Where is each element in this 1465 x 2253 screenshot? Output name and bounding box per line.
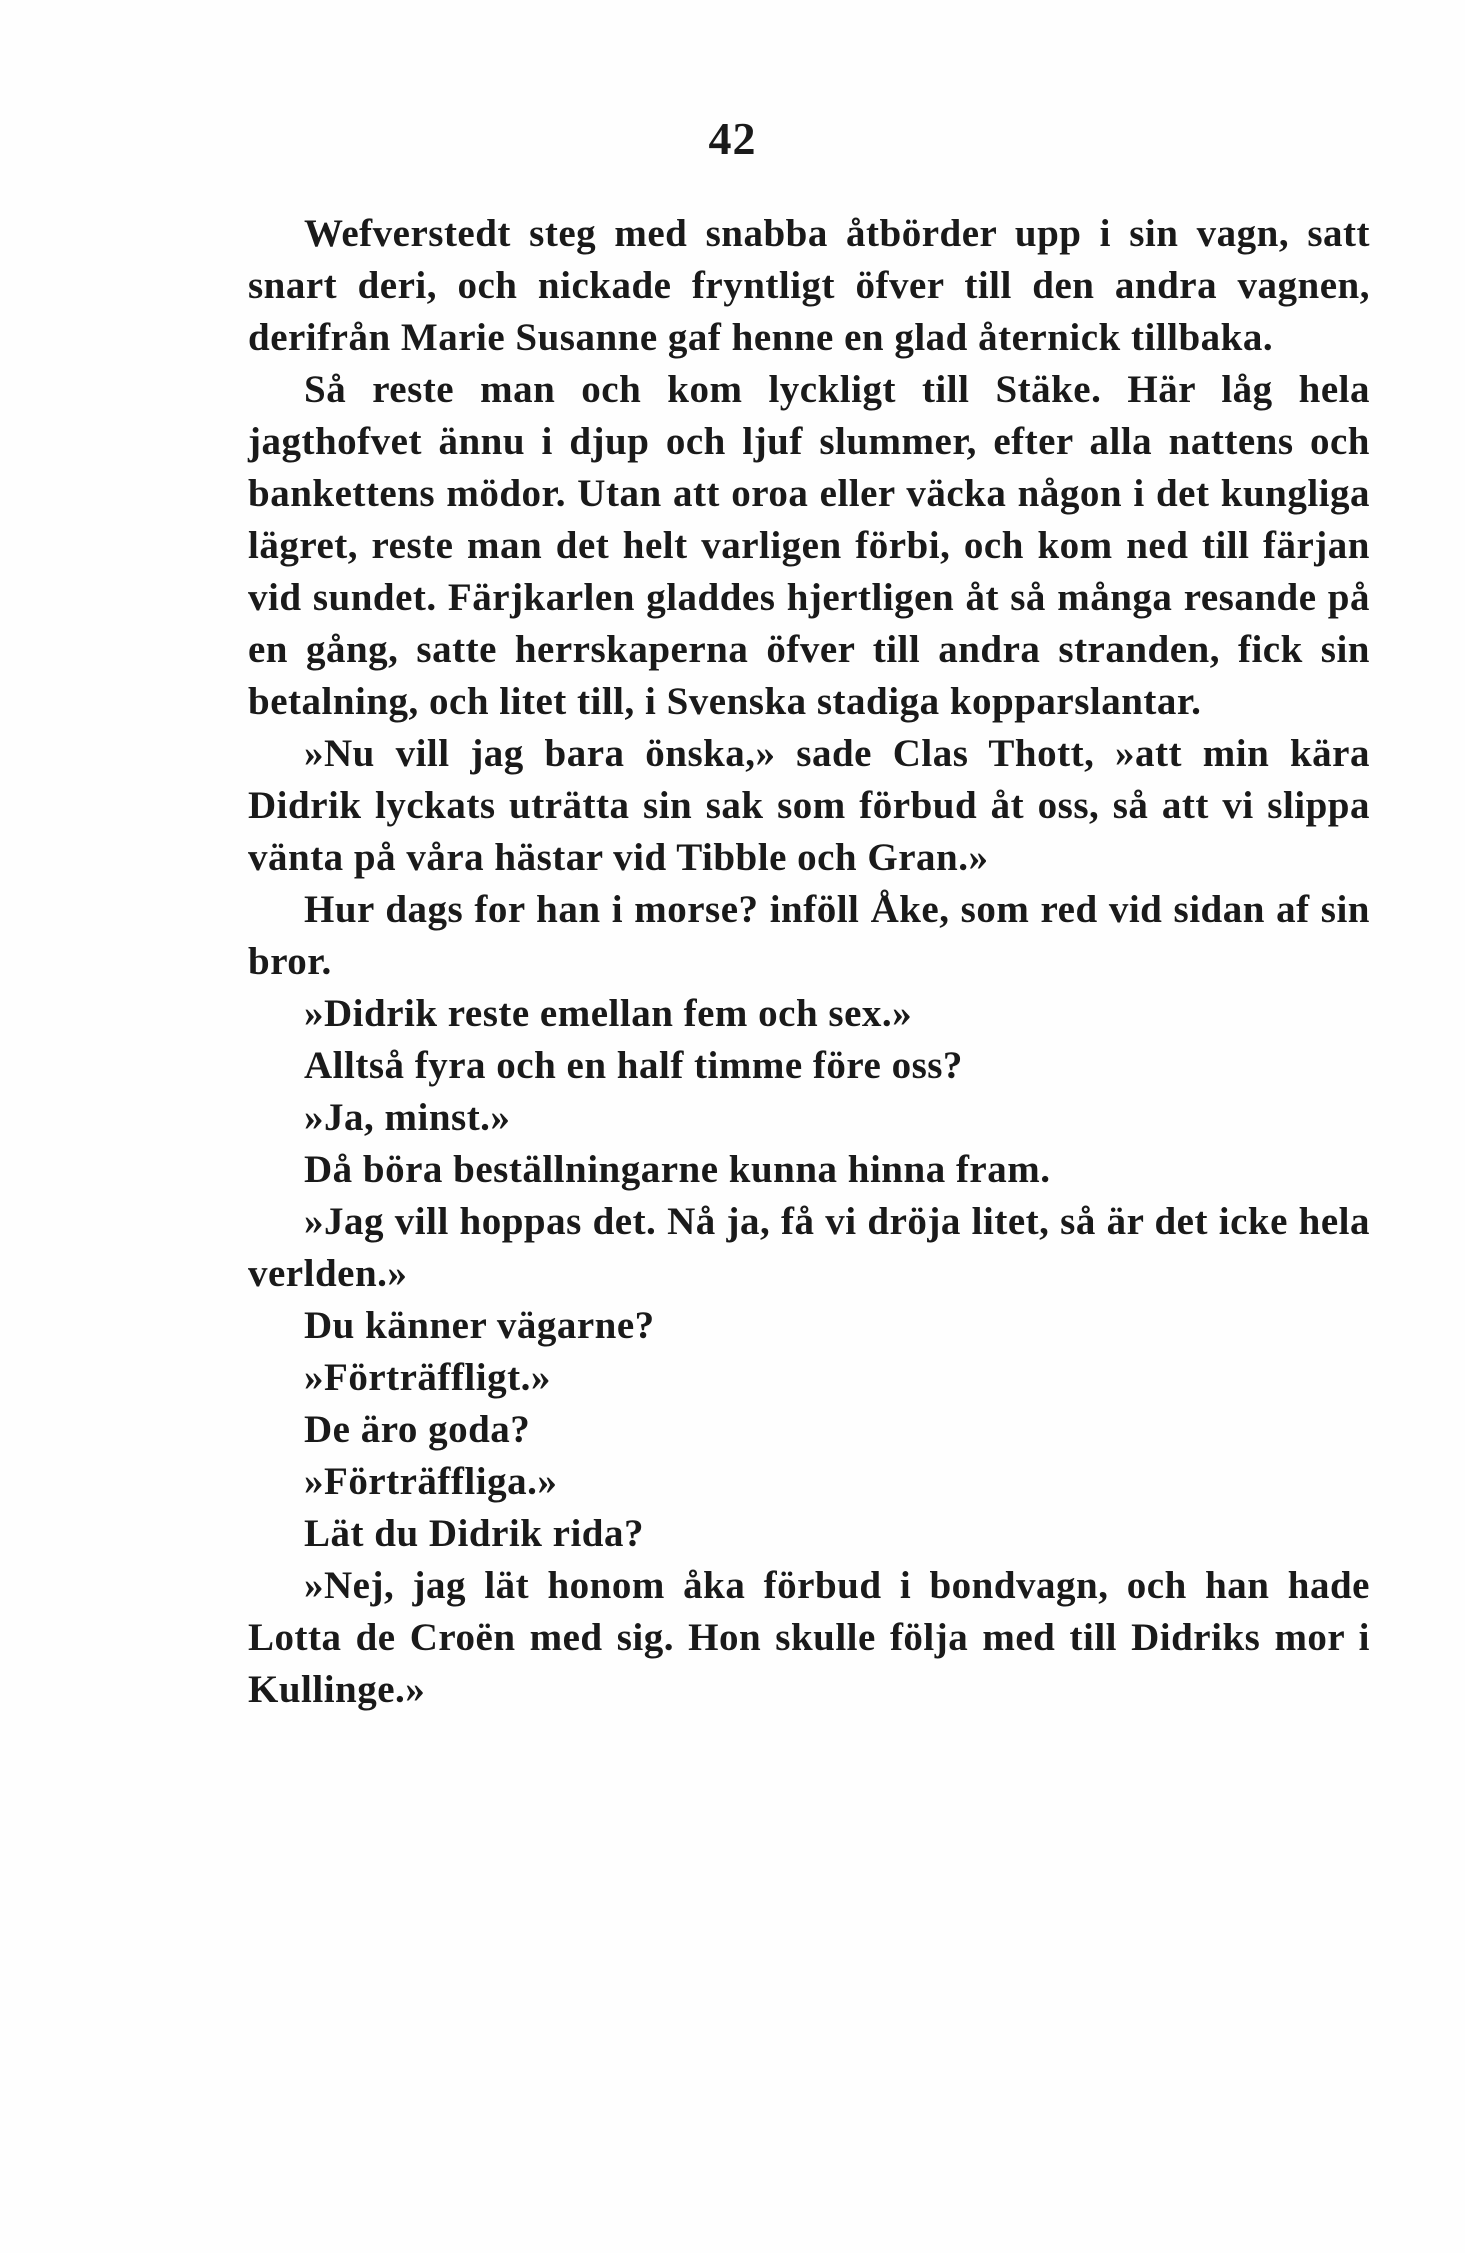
paragraph: Du känner vägarne? xyxy=(304,1304,655,1347)
paragraph: »Didrik reste emellan fem och sex.» xyxy=(304,992,913,1035)
body-text xyxy=(248,208,1370,1716)
paragraph: Lät du Didrik rida? xyxy=(304,1512,644,1555)
paragraph: »Jag vill hoppas det. Nå ja, få vi dröja litet, så är det icke hela verlden.» xyxy=(248,1200,1370,1295)
paragraph: »Förträffligt.» xyxy=(304,1356,551,1399)
paragraph: Så reste man och kom lyckligt till Stäke. Här låg hela jagthofvet ännu i djup och ljuf slummer, efter alla nattens och bankettens mödor. Utan att oroa eller väcka någon i det kungliga lägret, reste man det helt varligen förbi, och kom ned till färjan vid sundet. Färjkarlen gladdes hjertligen åt så många resande på en gång, satte herrskaperna öfver till andra stranden, fick sin betalning, och litet till, i Svenska stadiga kopparslantar. xyxy=(248,368,1370,723)
paragraph: Hur dags for han i morse? inföll Åke, som red vid sidan af sin bror. xyxy=(248,888,1370,983)
page-number: 42 xyxy=(708,113,757,164)
paragraph: Wefverstedt steg med snabba åtbörder upp i sin vagn, satt snart deri, och nickade fryntligt öfver till den andra vagnen, derifrån Marie Susanne gaf henne en glad åternick tillbaka. xyxy=(248,212,1370,359)
paragraph: »Ja, minst.» xyxy=(304,1096,511,1139)
paragraph: »Nu vill jag bara önska,» sade Clas Thott, »att min kära Didrik lyckats uträtta sin sak som förbud åt oss, så att vi slippa vänta på våra hästar vid Tibble och Gran.» xyxy=(248,732,1370,879)
paragraph: Då böra beställningarne kunna hinna fram. xyxy=(304,1148,1051,1191)
paragraph: »Nej, jag lät honom åka förbud i bondvagn, och han hade Lotta de Croën med sig. Hon skulle följa med till Didriks mor i Kullinge.» xyxy=(248,1564,1370,1711)
paragraph: Alltså fyra och en half timme före oss? xyxy=(304,1044,963,1087)
paragraph: De äro goda? xyxy=(304,1408,531,1451)
paragraph: »Förträffliga.» xyxy=(304,1460,558,1503)
